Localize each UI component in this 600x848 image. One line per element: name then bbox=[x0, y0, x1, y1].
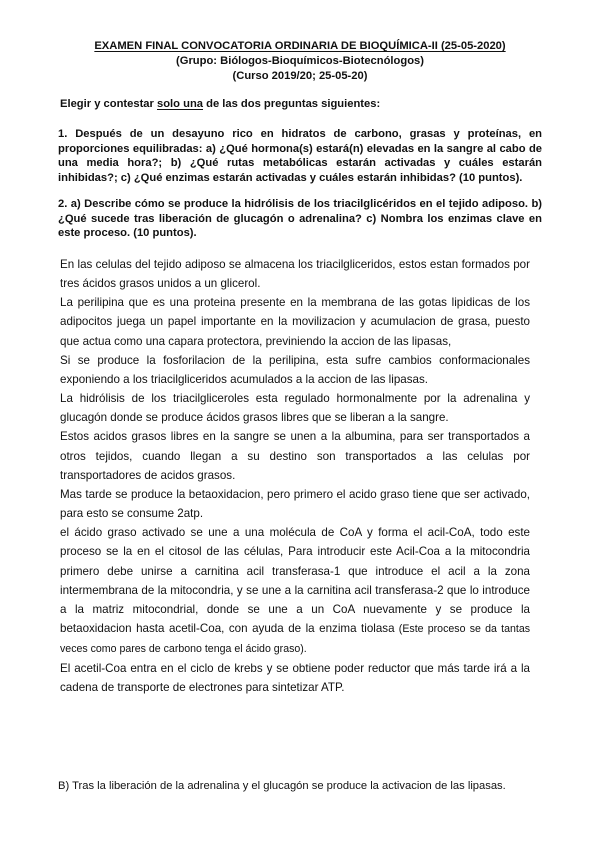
answer-paragraph: En las celulas del tejido adiposo se almacena los triacilgliceridos, estos estan formados por tres ácidos grasos unidos a un glicerol. bbox=[60, 258, 530, 291]
answer-paragraph: Si se produce la fosforilacion de la perilipina, esta sufre cambios conformacionales exponiendo a los triacilgliceridos acumulados a la accion de las lipasas. bbox=[60, 353, 530, 386]
exam-group: (Grupo: Biólogos-Bioquímicos-Biotecnólogos) bbox=[176, 55, 424, 67]
exam-title: EXAMEN FINAL CONVOCATORIA ORDINARIA DE BIOQUÍMICA-II (25-05-2020) bbox=[94, 40, 506, 52]
instructions-underlined: solo una bbox=[157, 98, 203, 110]
answer-text: el ácido graso activado se une a una molécula de CoA y forma el acil-CoA, todo este proceso se la en el citosol de las células, Para introducir este Acil-Coa a la mitocondria primero debe unirse a carnitina acil transferasa-1 que introduce el acil a la zona intermembrana de la mitocondria, y se une a la carnitina acil transferasa-2 que lo introduce a la matriz mitocondrial, donde se une a un CoA nuevamente y se produce la betaoxidacion hasta acetil-Coa, con ayuda de la enzima tiolasa bbox=[60, 526, 530, 635]
part-b-answer: B) Tras la liberación de la adrenalina y el glucagón se produce la activacion de las lipasas. bbox=[58, 780, 506, 792]
answer-body bbox=[60, 255, 530, 698]
answer-paragraph bbox=[60, 523, 530, 659]
answer-paragraph: La perilipina que es una proteina presente en la membrana de las gotas lipidicas de los adipocitos juega un papel importante en la movilizacion y acumulacion de grasa, puesto que actua como una capara protectora, previniendo la accion de las lipasas, bbox=[60, 296, 530, 348]
question-1: 1. Después de un desayuno rico en hidratos de carbono, grasas y proteínas, en proporciones equilibradas: a) ¿Qué hormona(s) estará(n) elevadas en la sangre al cabo de una media hora?; b) ¿Qué rutas metabólicas estarán activadas y cuáles estarán inhibidas?; c) ¿Qué enzimas estarán activadas y cuáles estarán inhibidas? (10 puntos). bbox=[58, 128, 542, 184]
instructions-before: Elegir y contestar bbox=[60, 98, 157, 110]
answer-paragraph: Mas tarde se produce la betaoxidacion, pero primero el acido graso tiene que ser activado, para esto se consume 2atp. bbox=[60, 487, 530, 521]
answer-paragraph: La hidrólisis de los triacilgliceroles esta regulado hormonalmente por la adrenalina y glucagón donde se produce ácidos grasos libres que se liberan a la sangre. bbox=[60, 392, 530, 425]
answer-paragraph: Estos acidos grasos libres en la sangre se unen a la albumina, para ser transportados a otros tejidos, cuando llegan a su destino son transportados a las celulas por transportadores de acidos grasos. bbox=[60, 430, 530, 482]
instructions bbox=[60, 98, 544, 110]
instructions-after: de las dos preguntas siguientes: bbox=[203, 98, 381, 110]
question-2: 2. a) Describe cómo se produce la hidrólisis de los triacilglicéridos en el tejido adiposo. b) ¿Qué sucede tras liberación de glucagón o adrenalina? c) Nombra los enzimas clave en este proceso. (10 puntos). bbox=[58, 198, 542, 239]
answer-note: (Este proceso se da tantas veces como pares de carbono tenga el ácido graso). bbox=[60, 622, 531, 656]
answer-paragraph: El acetil-Coa entra en el ciclo de krebs y se obtiene poder reductor que más tarde irá a la cadena de transporte de electrones para sintetizar ATP. bbox=[60, 662, 530, 695]
exam-course: (Curso 2019/20; 25-05-20) bbox=[232, 70, 368, 82]
